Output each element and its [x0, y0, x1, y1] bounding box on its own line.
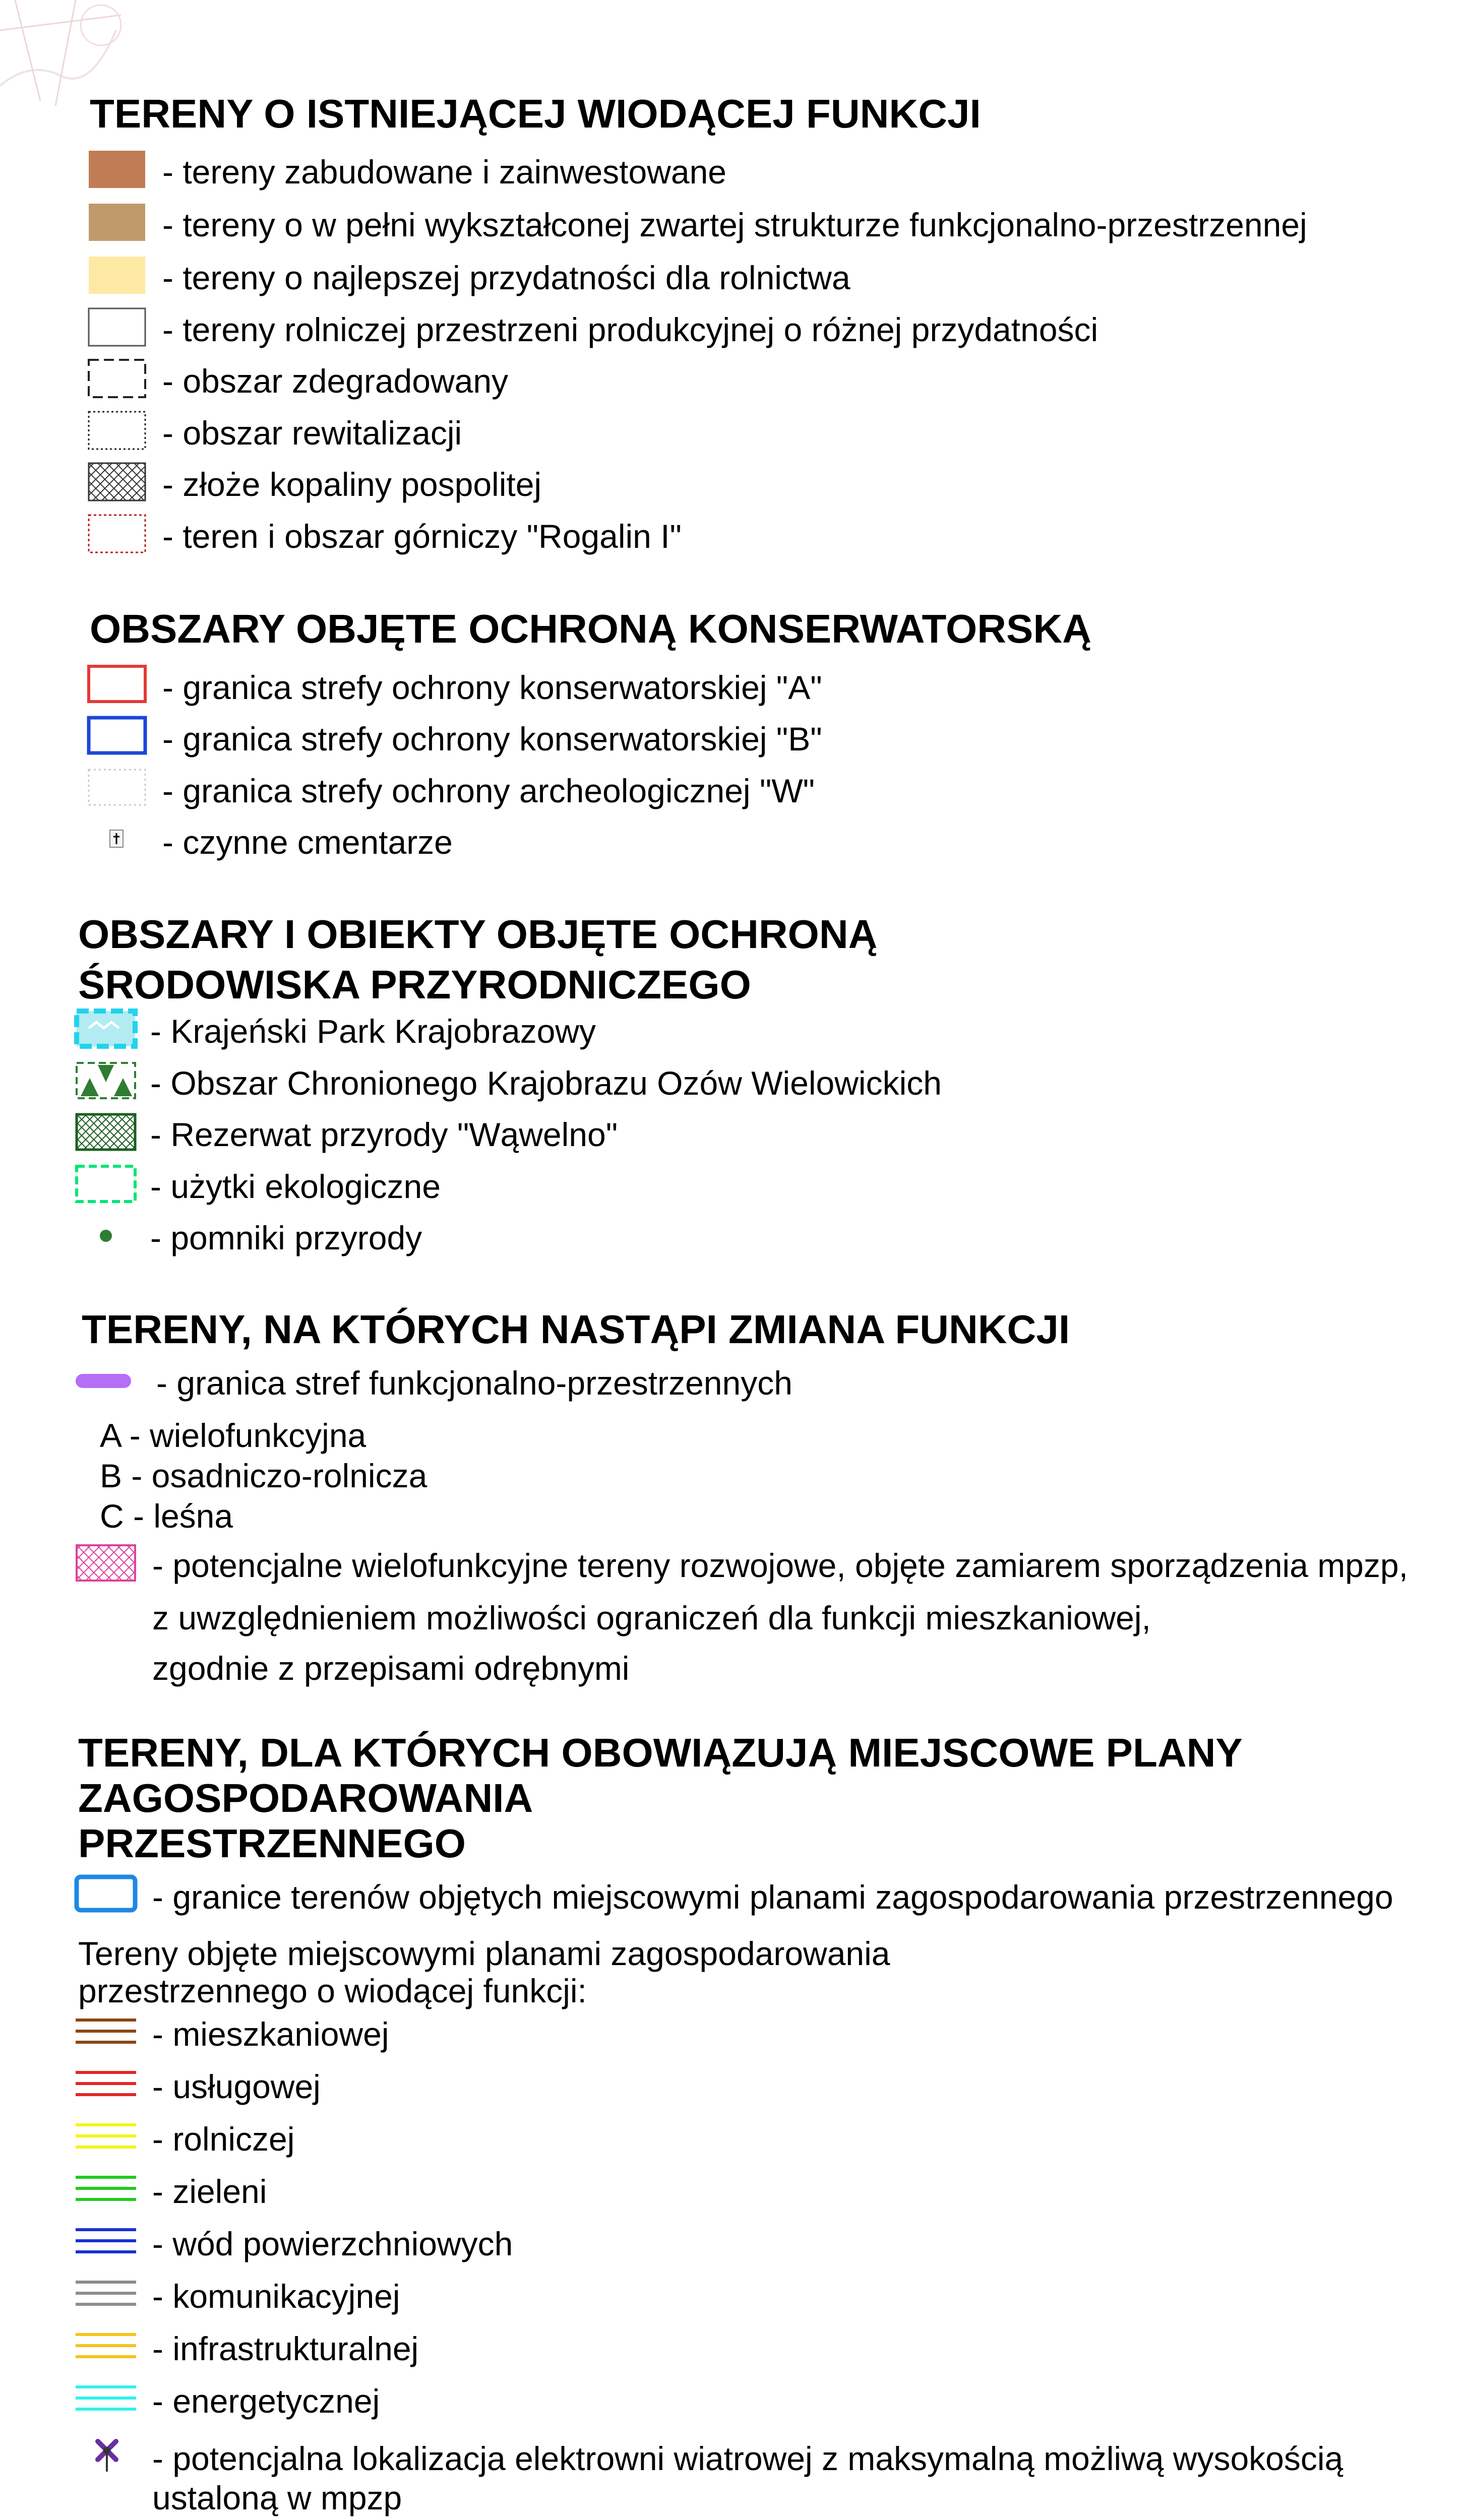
legend-item	[74, 2273, 1464, 2318]
legend-item	[87, 819, 1464, 864]
legend-label: - Rezerwat przyrody "Wąwelno"	[150, 1116, 618, 1153]
legend-label: - obszar rewitalizacji	[162, 414, 462, 452]
legend-item	[87, 461, 1464, 507]
dotted-square-icon	[87, 410, 147, 452]
legend-item	[74, 1874, 1464, 1919]
function-lines-icon	[74, 2273, 139, 2315]
legend-item	[74, 1060, 1464, 1105]
function-lines-icon	[74, 2325, 139, 2368]
legend-label: - usługowej	[152, 2068, 321, 2105]
legend-item	[87, 306, 1464, 352]
legend-item	[87, 358, 1464, 403]
legend-label-continued: ustaloną w mpzp	[152, 2479, 402, 2516]
legend-label: - Obszar Chronionego Krajobrazu Ozów Wielowickich	[150, 1064, 942, 1102]
legend-label-continued: zgodnie z przepisami odrębnymi	[152, 1650, 630, 1687]
function-lines-icon	[74, 2378, 139, 2420]
legend-item	[74, 1542, 1464, 1588]
legend-item	[74, 1111, 1464, 1157]
legend-label: - granica strefy ochrony konserwatorskiej "B"	[162, 720, 822, 758]
function-lines-icon	[74, 2063, 139, 2106]
white-square-icon	[87, 306, 147, 349]
legend-label: - tereny rolniczej przestrzeni produkcyjnej o różnej przydatności	[162, 311, 1099, 348]
legend-label: - użytki ekologiczne	[150, 1168, 441, 1205]
legend-label: - tereny o najlepszej przydatności dla rolnictwa	[162, 259, 850, 296]
legend-label: - granica strefy ochrony archeologicznej "W"	[162, 772, 815, 809]
legend-item	[87, 768, 1464, 813]
legend-item	[74, 2221, 1464, 2266]
light-dotted-square-icon	[87, 768, 147, 810]
zone-b-label: B - osadniczo-rolnicza	[100, 1457, 428, 1494]
legend-item	[87, 410, 1464, 455]
section-title-nature-line2: ŚRODOWISKA PRZYRODNICZEGO	[78, 962, 751, 1007]
crosshatch-square-icon	[87, 461, 147, 503]
legend-label: - mieszkaniowej	[152, 2015, 389, 2053]
legend-label: - potencjalna lokalizacja elektrowni wiatrowej z maksymalną możliwą wysokością	[152, 2440, 1344, 2477]
mpzp-boundary-icon	[74, 1874, 139, 1916]
legend-item	[74, 2435, 1464, 2481]
function-lines-icon	[74, 2116, 139, 2158]
section-title-function-change: TERENY, NA KTÓRYCH NASTĄPI ZMIANA FUNKCJI	[82, 1307, 1070, 1352]
legend-item	[74, 2011, 1464, 2056]
cemetery-cross-icon	[87, 819, 147, 861]
brown-filled-square-icon	[87, 149, 147, 191]
nature-monument-dot-icon	[74, 1215, 139, 1257]
wind-turbine-icon	[74, 2435, 139, 2478]
section-title-existing-functions: TERENY O ISTNIEJĄCEJ WIODĄCEJ FUNKCJI	[90, 91, 981, 136]
legend-label: - pomniki przyrody	[150, 1219, 422, 1256]
legend-item	[74, 2168, 1464, 2214]
legend-label: - teren i obszar górniczy "Rogalin I"	[162, 518, 682, 555]
legend-label: - infrastrukturalnej	[152, 2330, 419, 2367]
functions-intro-line2: przestrzennego o wiodącej funkcji:	[78, 1972, 587, 2009]
yellow-filled-square-icon	[87, 255, 147, 297]
functions-intro-line1: Tereny objęte miejscowymi planami zagospodarowania	[78, 1935, 890, 1972]
legend-label: - Krajeński Park Krajobrazowy	[150, 1013, 596, 1050]
function-lines-icon	[74, 2221, 139, 2263]
legend-label: - rolniczej	[152, 2120, 295, 2158]
legend-item	[87, 255, 1464, 300]
blue-outline-square-icon	[87, 716, 147, 758]
legend-item	[74, 1163, 1464, 1209]
legend-label: - granica stref funkcjonalno-przestrzennych	[156, 1364, 792, 1402]
section-title-local-plans-line3: PRZESTRZENNEGO	[78, 1821, 466, 1866]
eco-green-dashed-icon	[74, 1163, 139, 1206]
legend-label: - czynne cmentarze	[162, 824, 453, 861]
red-outline-square-icon	[87, 664, 147, 707]
section-title-conservation: OBSZARY OBJĘTE OCHRONĄ KONSERWATORSKĄ	[90, 606, 1091, 651]
legend-item	[74, 2378, 1464, 2423]
dashed-square-icon	[87, 358, 147, 400]
legend-label: - tereny o w pełni wykształconej zwartej strukturze funkcjonalno-przestrzennej	[162, 206, 1307, 243]
legend-item	[74, 1008, 1464, 1053]
section-title-nature-line1: OBSZARY I OBIEKTY OBJĘTE OCHRONĄ	[78, 912, 878, 957]
legend-label: - granica strefy ochrony konserwatorskiej "A"	[162, 669, 822, 706]
legend-label: - zieleni	[152, 2173, 267, 2210]
zone-boundary-line-icon	[74, 1360, 139, 1402]
legend-label: - potencjalne wielofunkcyjne tereny rozwojowe, objęte zamiarem sporządzenia mpzp,	[152, 1547, 1408, 1584]
legend-item	[74, 2515, 1464, 2520]
red-dotted-square-icon	[87, 513, 147, 555]
function-lines-icon	[74, 2011, 139, 2053]
legend-label: - energetycznej	[152, 2382, 380, 2420]
legend-label: - wód powierzchniowych	[152, 2225, 513, 2262]
legend-item	[74, 2116, 1464, 2161]
protected-landscape-triangles-icon	[74, 1060, 139, 1102]
legend-label: - obszar zdegradowany	[162, 362, 509, 400]
pink-crosshatch-square-icon	[74, 1542, 139, 1585]
legend-item	[74, 1215, 1464, 1260]
legend-label: - granice terenów objętych miejscowymi planami zagospodarowania przestrzennego	[152, 1878, 1393, 1916]
legend-item	[87, 664, 1464, 710]
zone-a-label: A - wielofunkcyjna	[100, 1417, 367, 1454]
legend-item	[87, 513, 1464, 558]
legend-item	[74, 2325, 1464, 2371]
legend-label: - tereny zabudowane i zainwestowane	[162, 153, 727, 191]
tan-filled-square-icon	[87, 202, 147, 244]
legend-item	[74, 2063, 1464, 2109]
legend-item	[87, 149, 1464, 194]
legend-label-continued: z uwzględnieniem możliwości ograniczeń dla funkcji mieszkaniowej,	[152, 1599, 1151, 1636]
park-cyan-dashed-icon	[74, 1008, 139, 1050]
nature-reserve-hatch-icon	[74, 1111, 139, 1154]
legend-label: - komunikacyjnej	[152, 2278, 400, 2315]
legend-item	[87, 716, 1464, 761]
function-lines-icon	[74, 2168, 139, 2211]
section-title-local-plans-line2: ZAGOSPODAROWANIA	[78, 1776, 533, 1820]
wind-distance-line-icon	[74, 2515, 139, 2520]
section-title-local-plans-line1: TERENY, DLA KTÓRYCH OBOWIĄZUJĄ MIEJSCOWE PLANY	[78, 1730, 1243, 1775]
legend-item	[74, 1360, 1464, 1405]
zone-c-label: C - leśna	[100, 1497, 233, 1535]
legend-item	[87, 202, 1464, 247]
legend-label: - złoże kopaliny pospolitej	[162, 466, 542, 503]
